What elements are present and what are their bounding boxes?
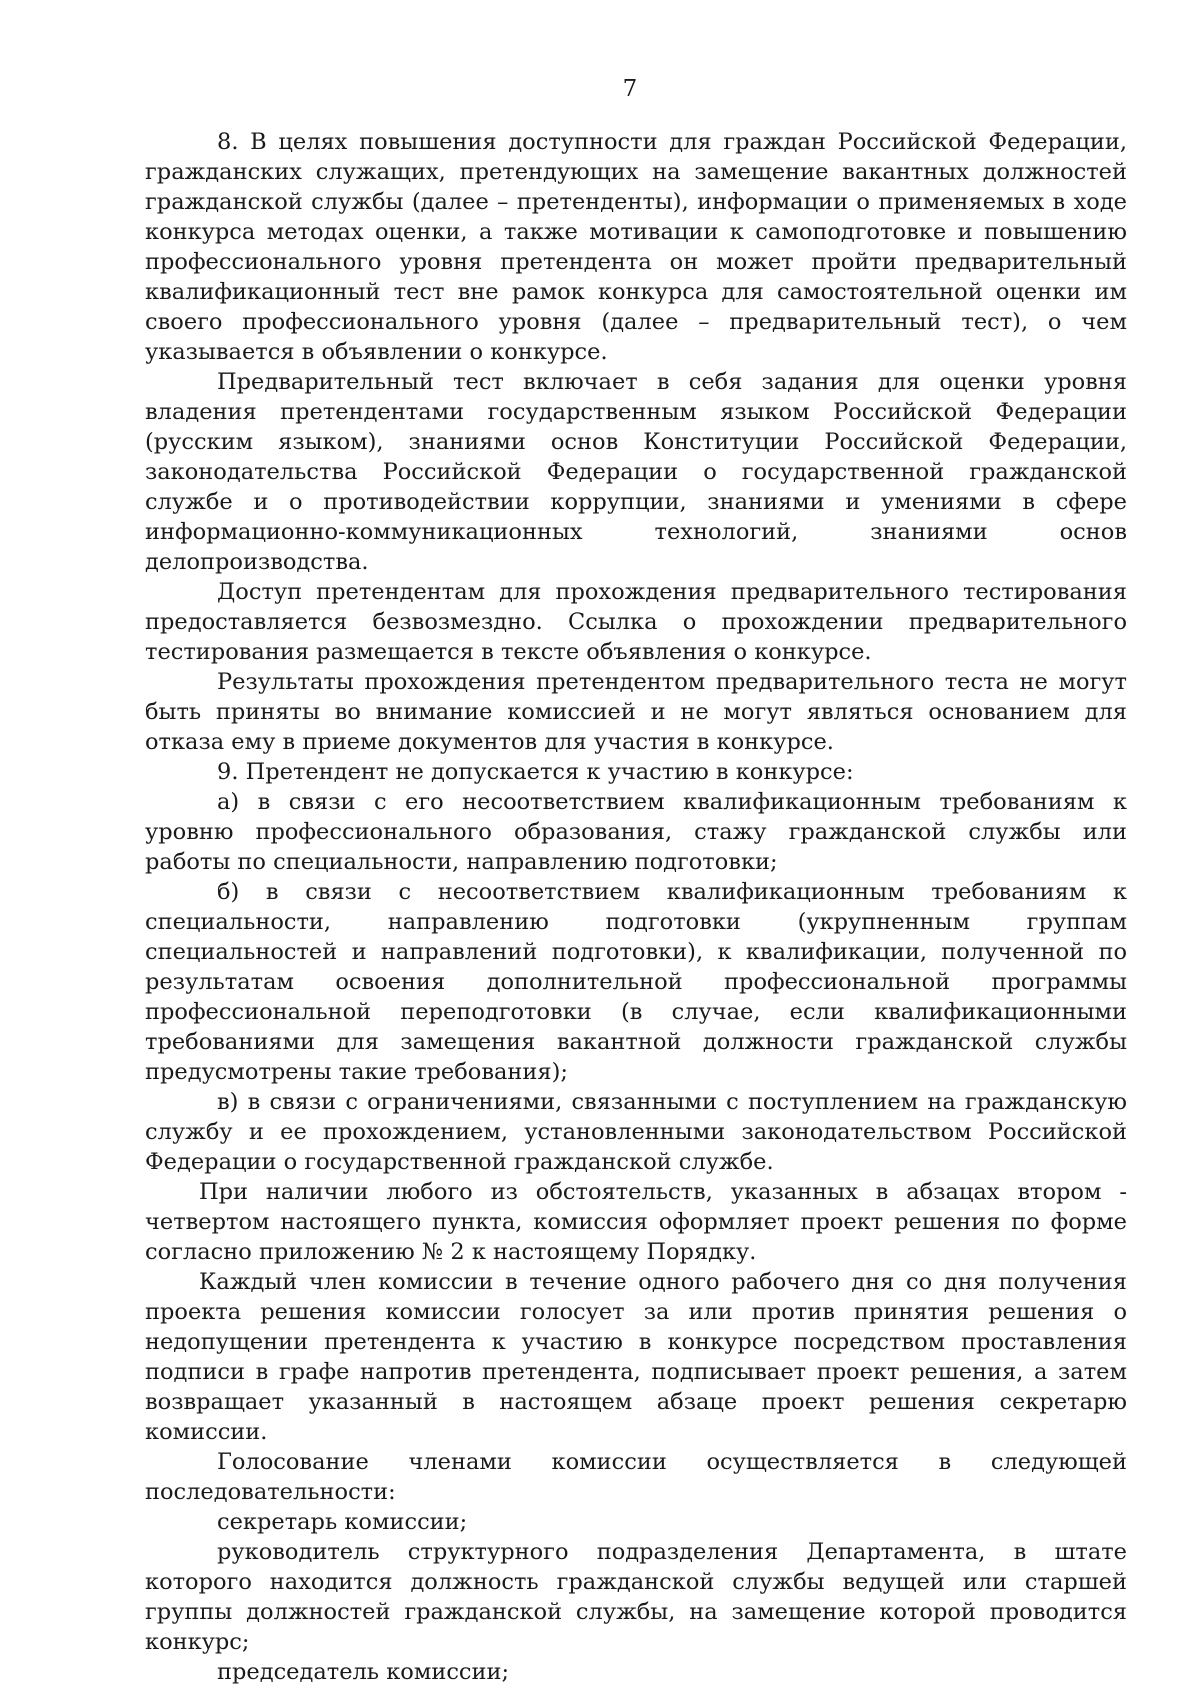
- voter-secretary: секретарь комиссии;: [217, 1509, 468, 1535]
- paragraph-9-intro: 9. Претендент не допускается к участию в конкурсе:: [217, 759, 854, 785]
- voter-chairman: председатель комиссии;: [217, 1659, 510, 1685]
- paragraph-access: Доступ претендентам для прохождения предварительного тестирования предоставляется безвозмездно. Ссылка о прохождении предварительного тестирования размещается в тексте объявления о конкурсе.: [145, 579, 1127, 665]
- list-item-b: б) в связи с несоответствием квалификационным требованиям к специальности, направлению подготовки (укрупненным группам специальностей и направлений подготовки), к квалификации, полученной по результатам освоения дополнительной профессиональной программы профессиональной переподготовки (в случае, если квалификационными требованиями для замещения вакантной должности гражданской службы предусмотрены такие требования);: [145, 879, 1127, 1085]
- paragraph-results: Результаты прохождения претендентом предварительного теста не могут быть приняты во внимание комиссией и не могут являться основанием для отказа ему в приеме документов для участия в конкурсе.: [145, 669, 1127, 755]
- paragraph-voting-order: Голосование членами комиссии осуществляется в следующей последовательности:: [145, 1449, 1127, 1505]
- document-body: [145, 127, 1127, 1687]
- paragraph-preliminary-test: Предварительный тест включает в себя задания для оценки уровня владения претендентами государственным языком Российской Федерации (русским языком), знаниями основ Конституции Российской Федерации, законодательства Российской Федерации о государственной гражданской службе и о противодействии коррупции, знаниями и умениями в сфере информационно-коммуникационных технологий, знаниями основ делопроизводства.: [145, 369, 1127, 575]
- list-item-v: в) в связи с ограничениями, связанными с поступлением на гражданскую службу и ее прохождением, установленными законодательством Российской Федерации о государственной гражданской службе.: [145, 1089, 1127, 1175]
- paragraph-voting-procedure: Каждый член комиссии в течение одного рабочего дня со дня получения проекта решения комиссии голосует за или против принятия решения о недопущении претендента к участию в конкурсе посредством проставления подписи в графе напротив претендента, подписывает проект решения, а затем возвращает указанный в настоящем абзаце проект решения секретарю комиссии.: [145, 1269, 1127, 1445]
- list-item-a: а) в связи с его несоответствием квалификационным требованиям к уровню профессионального образования, стажу гражданской службы или работы по специальности, направлению подготовки;: [145, 789, 1127, 875]
- paragraph-8-intro: 8. В целях повышения доступности для граждан Российской Федерации, гражданских служащих, претендующих на замещение вакантных должностей гражданской службы (далее – претенденты), информации о применяемых в ходе конкурса методах оценки, а также мотивации к самоподготовке и повышению профессионального уровня претендента он может пройти предварительный квалификационный тест вне рамок конкурса для самостоятельной оценки им своего профессионального уровня (далее – предварительный тест), о чем указывается в объявлении о конкурсе.: [145, 129, 1127, 365]
- voter-department-head: руководитель структурного подразделения Департамента, в штате которого находится должность гражданской службы ведущей или старшей группы должностей гражданской службы, на замещение которой проводится конкурс;: [145, 1539, 1127, 1655]
- page-number: 7: [622, 76, 638, 102]
- paragraph-circumstances: При наличии любого из обстоятельств, указанных в абзацах втором - четвертом настоящего пункта, комиссия оформляет проект решения по форме согласно приложению № 2 к настоящему Порядку.: [145, 1179, 1127, 1265]
